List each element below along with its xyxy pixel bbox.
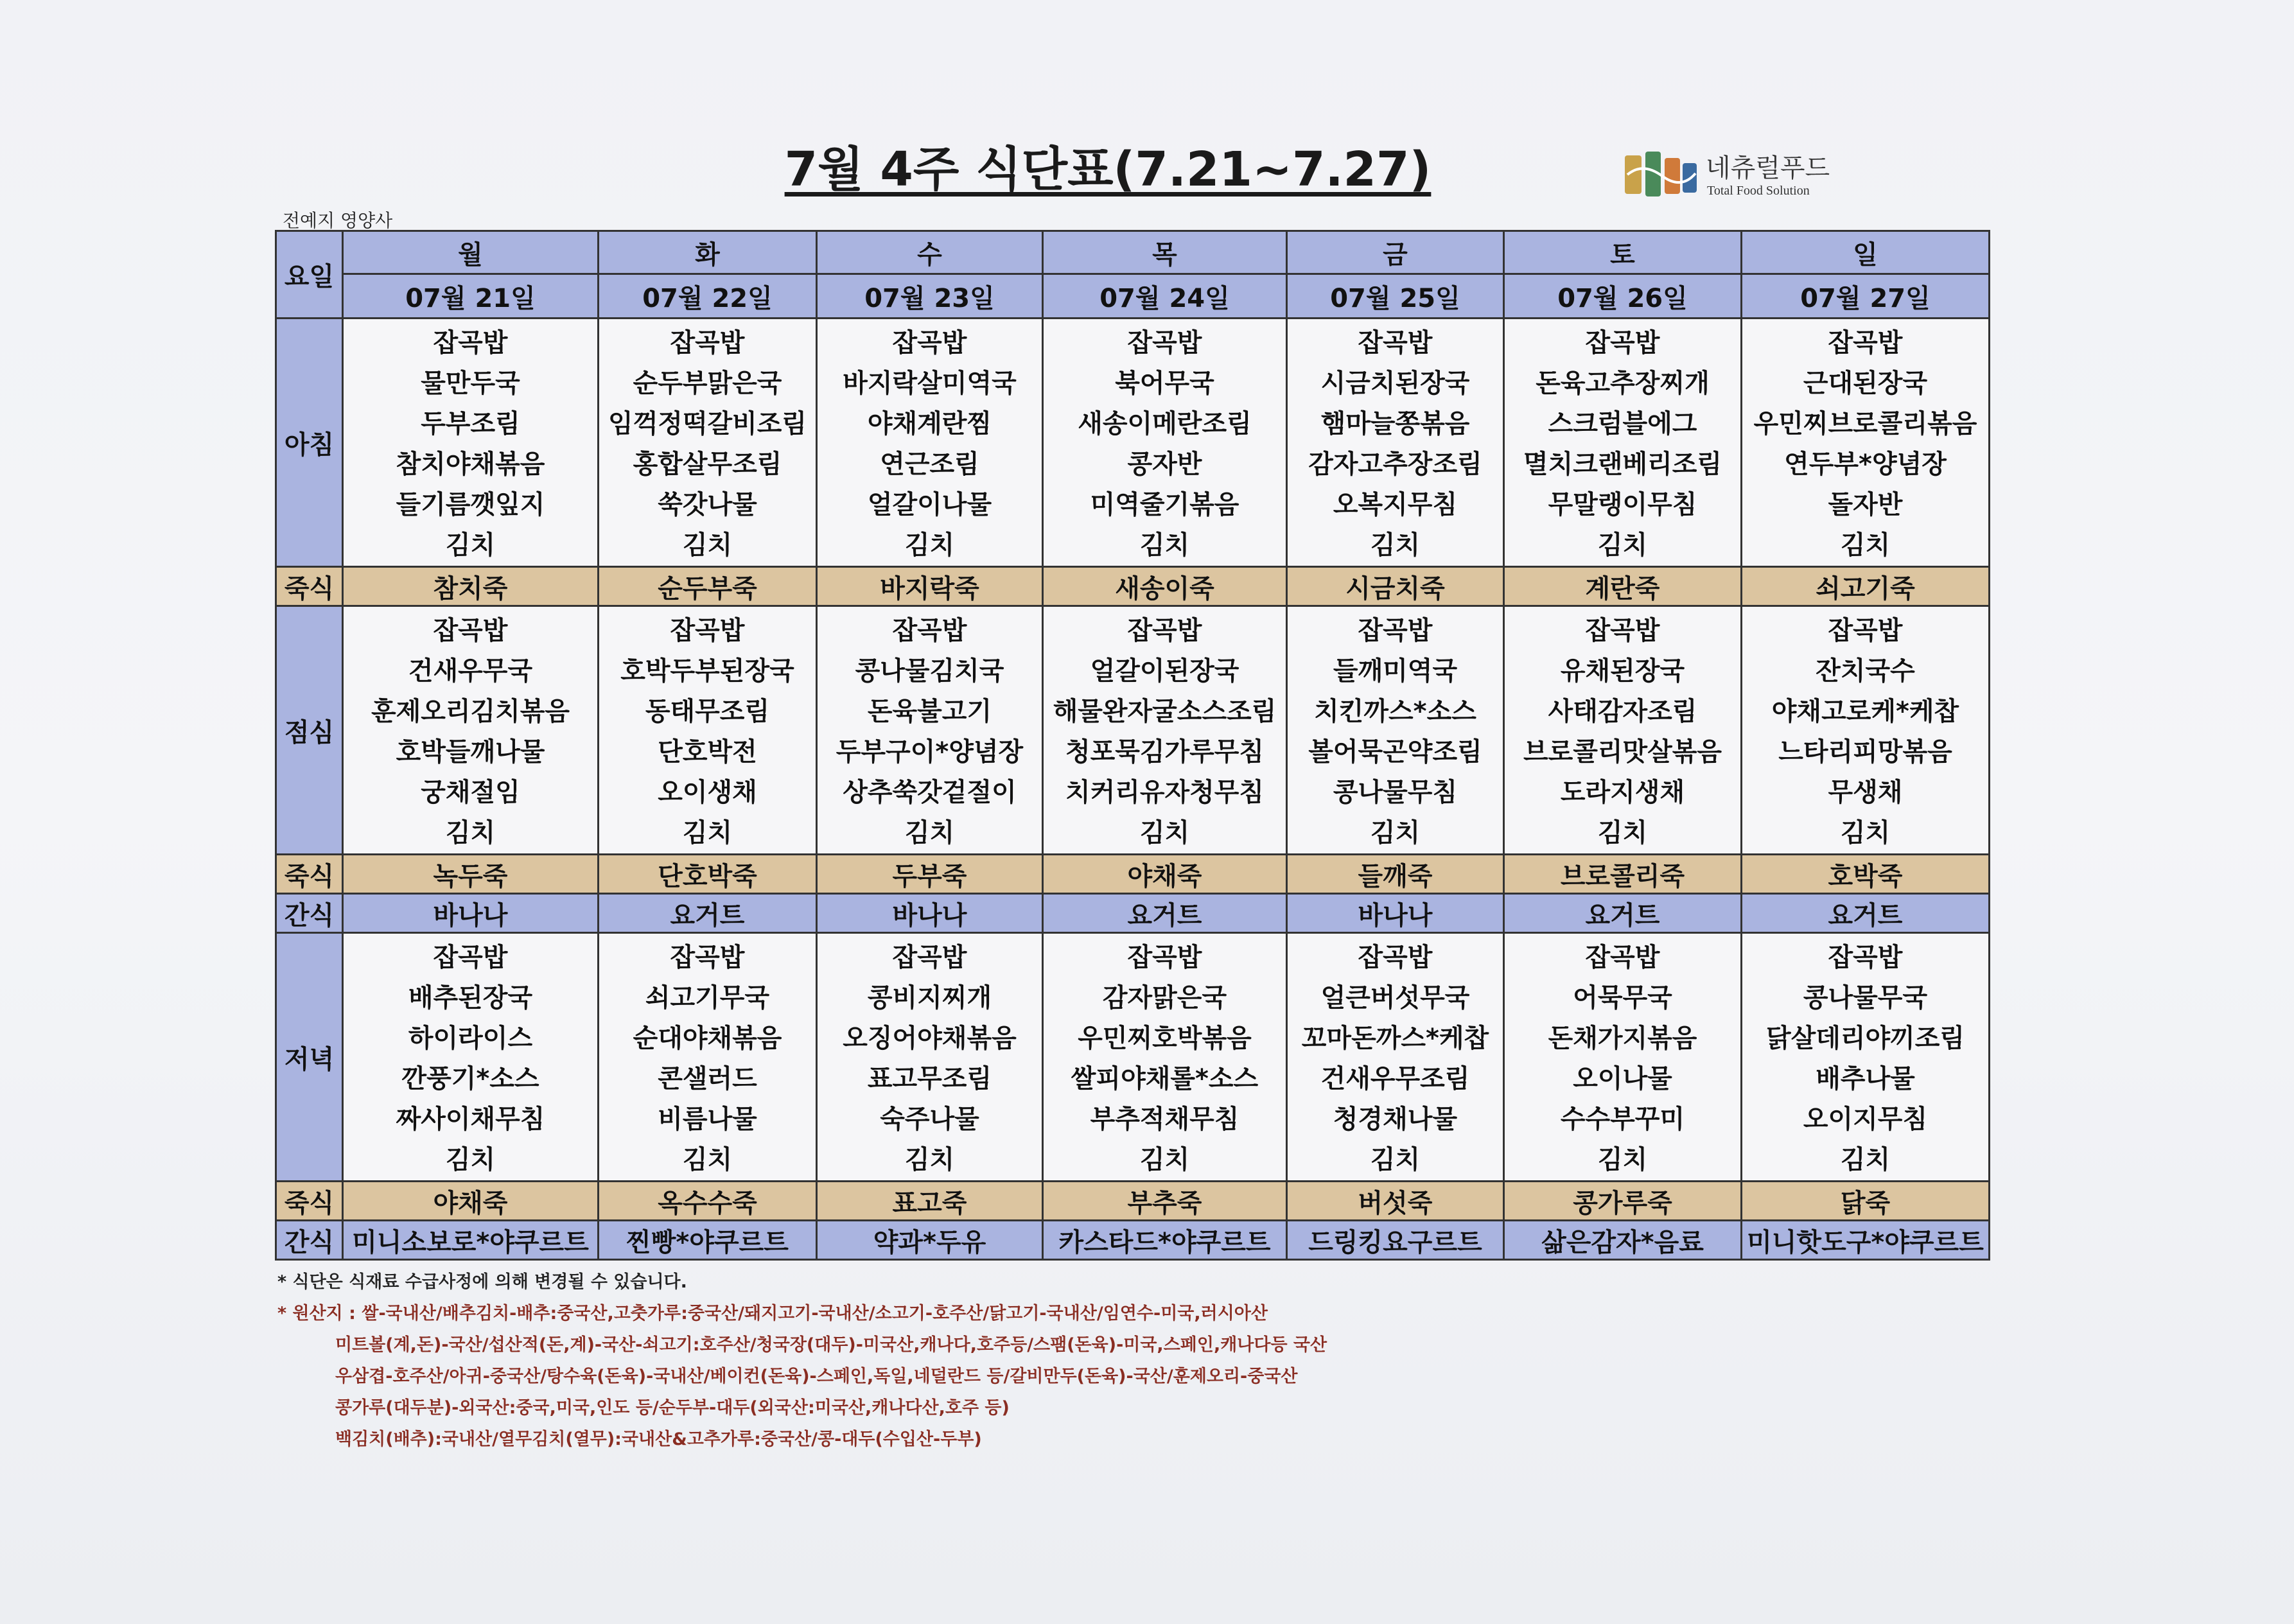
menu-item: 물만두국 bbox=[421, 369, 520, 398]
row-label: 점심 bbox=[276, 606, 343, 855]
juk-cell: 옥수수죽 bbox=[599, 1182, 817, 1221]
menu-item: 짜사이채무침 bbox=[396, 1104, 545, 1134]
menu-item: 순두부맑은국 bbox=[633, 369, 782, 398]
menu-item: 치커리유자청무침 bbox=[1065, 778, 1265, 807]
menu-cell bbox=[1504, 933, 1742, 1182]
juk-cell: 들깨죽 bbox=[1287, 855, 1504, 894]
menu-item: 잡곡밥 bbox=[892, 616, 967, 645]
menu-item: 김치 bbox=[445, 530, 496, 560]
menu-item: 콩나물김치국 bbox=[855, 656, 1004, 686]
meal-plan-table bbox=[275, 230, 1990, 1261]
menu-cell bbox=[817, 606, 1043, 855]
menu-item: 오복지무침 bbox=[1333, 490, 1458, 520]
menu-item: 잡곡밥 bbox=[892, 943, 967, 972]
snack-row bbox=[276, 1221, 1990, 1260]
menu-item: 잡곡밥 bbox=[1828, 328, 1903, 358]
row-label: 저녁 bbox=[276, 933, 343, 1182]
juk-cell: 닭죽 bbox=[1742, 1182, 1990, 1221]
menu-item: 우민찌브로콜리볶음 bbox=[1753, 409, 1977, 439]
menu-item: 콘샐러드 bbox=[658, 1064, 757, 1094]
menu-item: 해물완자굴소스조림 bbox=[1053, 697, 1277, 726]
menu-item: 표고무조림 bbox=[867, 1064, 992, 1094]
menu-item: 잡곡밥 bbox=[1585, 616, 1660, 645]
snack-cell: 찐빵*야쿠르트 bbox=[599, 1221, 817, 1260]
day-header-row bbox=[276, 231, 1990, 274]
menu-cell bbox=[1043, 933, 1287, 1182]
date-header: 07월 21일 bbox=[343, 274, 599, 319]
menu-cell bbox=[343, 319, 599, 567]
menu-item: 콩자반 bbox=[1127, 450, 1202, 479]
menu-cell bbox=[343, 606, 599, 855]
date-header: 07월 24일 bbox=[1043, 274, 1287, 319]
logo bbox=[1624, 146, 1893, 204]
snack-cell: 요거트 bbox=[1043, 894, 1287, 933]
juk-cell: 새송이죽 bbox=[1043, 567, 1287, 606]
juk-cell: 바지락죽 bbox=[817, 567, 1043, 606]
menu-item: 닭살데리야끼조림 bbox=[1765, 1024, 1965, 1053]
menu-item: 돌자반 bbox=[1828, 490, 1903, 520]
row-label: 죽식 bbox=[276, 567, 343, 606]
menu-item: 미역줄기볶음 bbox=[1090, 490, 1239, 520]
menu-item: 북어무국 bbox=[1115, 369, 1214, 398]
day-header: 화 bbox=[599, 231, 817, 274]
menu-item: 감자맑은국 bbox=[1102, 983, 1227, 1013]
day-header: 목 bbox=[1043, 231, 1287, 274]
menu-item: 잡곡밥 bbox=[670, 943, 745, 972]
menu-cell bbox=[1287, 933, 1504, 1182]
menu-item: 호박두부된장국 bbox=[620, 656, 794, 686]
menu-item: 들깨미역국 bbox=[1333, 656, 1458, 686]
juk-cell: 콩가루죽 bbox=[1504, 1182, 1742, 1221]
menu-item: 쌀피야채롤*소스 bbox=[1071, 1064, 1259, 1094]
juk-cell: 호박죽 bbox=[1742, 855, 1990, 894]
menu-item: 스크럼블에그 bbox=[1548, 409, 1697, 439]
menu-item: 무생채 bbox=[1828, 778, 1903, 807]
menu-item: 김치 bbox=[904, 530, 955, 560]
juk-cell: 참치죽 bbox=[343, 567, 599, 606]
menu-item: 돈채가지볶음 bbox=[1548, 1024, 1697, 1053]
menu-item: 김치 bbox=[1139, 530, 1190, 560]
menu-item: 연근조림 bbox=[880, 450, 979, 479]
menu-item: 김치 bbox=[904, 1145, 955, 1174]
menu-cell bbox=[1043, 606, 1287, 855]
menu-item: 무말랭이무침 bbox=[1548, 490, 1697, 520]
menu-item: 시금치된장국 bbox=[1320, 369, 1470, 398]
menu-cell bbox=[1504, 606, 1742, 855]
dietitian-name: 전예지 영양사 bbox=[283, 210, 393, 231]
menu-item: 청경채나물 bbox=[1333, 1104, 1458, 1134]
menu-item: 오이지무침 bbox=[1803, 1104, 1928, 1134]
menu-item: 햄마늘쫑볶음 bbox=[1320, 409, 1470, 439]
origin-line: 우삼겹-호주산/아귀-중국산/탕수육(돈육)-국내산/베이컨(돈육)-스페인,독일,네덜란드 등/갈비만두(돈육)-국산/훈제오리-중국산 bbox=[335, 1366, 1298, 1386]
juk-cell: 순두부죽 bbox=[599, 567, 817, 606]
menu-item: 잡곡밥 bbox=[1828, 616, 1903, 645]
menu-cell bbox=[817, 933, 1043, 1182]
menu-cell bbox=[1504, 319, 1742, 567]
menu-item: 잡곡밥 bbox=[1358, 616, 1433, 645]
menu-item: 우민찌호박볶음 bbox=[1078, 1024, 1252, 1053]
menu-item: 잡곡밥 bbox=[433, 943, 508, 972]
date-header: 07월 25일 bbox=[1287, 274, 1504, 319]
juk-cell: 야채죽 bbox=[1043, 855, 1287, 894]
menu-item: 부추적채무침 bbox=[1090, 1104, 1239, 1134]
menu-item: 볼어묵곤약조림 bbox=[1308, 737, 1482, 767]
menu-item: 잡곡밥 bbox=[1358, 328, 1433, 358]
menu-item: 홍합살무조림 bbox=[633, 450, 782, 479]
menu-item: 동태무조림 bbox=[645, 697, 770, 726]
menu-item: 새송이메란조림 bbox=[1078, 409, 1252, 439]
menu-item: 사태감자조림 bbox=[1548, 697, 1697, 726]
menu-item: 하이라이스 bbox=[408, 1024, 533, 1053]
menu-item: 쇠고기무국 bbox=[645, 983, 770, 1013]
menu-item: 야채계란찜 bbox=[867, 409, 992, 439]
snack-cell: 삶은감자*음료 bbox=[1504, 1221, 1742, 1260]
menu-item: 호박들깨나물 bbox=[396, 737, 545, 767]
company-name: 네츄럴푸드 bbox=[1706, 153, 1830, 183]
menu-item: 멸치크랜베리조림 bbox=[1523, 450, 1722, 479]
menu-item: 잡곡밥 bbox=[1358, 943, 1433, 972]
date-header: 07월 26일 bbox=[1504, 274, 1742, 319]
menu-item: 잡곡밥 bbox=[892, 328, 967, 358]
juk-cell: 브로콜리죽 bbox=[1504, 855, 1742, 894]
day-header: 토 bbox=[1504, 231, 1742, 274]
menu-item: 김치 bbox=[1139, 1145, 1190, 1174]
menu-item: 잡곡밥 bbox=[670, 616, 745, 645]
snack-cell: 바나나 bbox=[343, 894, 599, 933]
origin-line: 백김치(배추):국내산/열무김치(열무):국내산&고추가루:중국산/콩-대두(수입산-두부) bbox=[335, 1429, 982, 1449]
snack-cell: 요거트 bbox=[1504, 894, 1742, 933]
menu-item: 김치 bbox=[1370, 1145, 1421, 1174]
menu-item: 깐풍기*소스 bbox=[401, 1064, 539, 1094]
menu-item: 야채고로케*케찹 bbox=[1771, 697, 1959, 726]
menu-item: 꼬마돈까스*케찹 bbox=[1301, 1024, 1489, 1053]
snack-cell: 드링킹요구르트 bbox=[1287, 1221, 1504, 1260]
menu-item: 김치 bbox=[682, 530, 733, 560]
juk-cell: 계란죽 bbox=[1504, 567, 1742, 606]
date-header-row bbox=[276, 274, 1990, 319]
menu-item: 김치 bbox=[1597, 818, 1648, 848]
menu-item: 들기름깻잎지 bbox=[396, 490, 545, 520]
menu-item: 도라지생채 bbox=[1560, 778, 1685, 807]
menu-item: 근대된장국 bbox=[1803, 369, 1928, 398]
menu-item: 상추쑥갓겉절이 bbox=[843, 778, 1017, 807]
menu-item: 잔치국수 bbox=[1816, 656, 1915, 686]
snack-cell: 미니핫도구*야쿠르트 bbox=[1742, 1221, 1990, 1260]
day-header: 수 bbox=[817, 231, 1043, 274]
menu-item: 청포묵김가루무침 bbox=[1065, 737, 1265, 767]
juk-row bbox=[276, 567, 1990, 606]
menu-cell bbox=[343, 933, 599, 1182]
menu-item: 건새우무국 bbox=[408, 656, 533, 686]
menu-cell bbox=[1742, 319, 1990, 567]
menu-item: 단호박전 bbox=[658, 737, 757, 767]
menu-item: 김치 bbox=[904, 818, 955, 848]
snack-row bbox=[276, 894, 1990, 933]
menu-item: 건새우무조림 bbox=[1320, 1064, 1470, 1094]
menu-item: 오이생채 bbox=[658, 778, 757, 807]
meal-row bbox=[276, 319, 1990, 567]
juk-row bbox=[276, 855, 1990, 894]
snack-cell: 미니소보로*야쿠르트 bbox=[343, 1221, 599, 1260]
menu-item: 훈제오리김치볶음 bbox=[371, 697, 570, 726]
menu-item: 김치 bbox=[1597, 530, 1648, 560]
day-header: 일 bbox=[1742, 231, 1990, 274]
menu-item: 참치야채볶음 bbox=[396, 450, 545, 479]
menu-item: 잡곡밥 bbox=[1585, 328, 1660, 358]
menu-item: 바지락살미역국 bbox=[843, 369, 1017, 398]
notes bbox=[277, 1266, 1327, 1455]
juk-row bbox=[276, 1182, 1990, 1221]
menu-item: 브로콜리맛살볶음 bbox=[1523, 737, 1722, 767]
juk-cell: 표고죽 bbox=[817, 1182, 1043, 1221]
menu-item: 콩나물무침 bbox=[1333, 778, 1458, 807]
menu-cell bbox=[1043, 319, 1287, 567]
menu-item: 잡곡밥 bbox=[1127, 616, 1202, 645]
menu-cell bbox=[1287, 319, 1504, 567]
snack-cell: 바나나 bbox=[817, 894, 1043, 933]
company-logo-mark-icon bbox=[1624, 149, 1699, 202]
page-title: 7월 4주 식단표(7.21~7.27) bbox=[784, 142, 1432, 197]
menu-item: 잡곡밥 bbox=[1585, 943, 1660, 972]
menu-item: 김치 bbox=[1840, 818, 1891, 848]
menu-cell bbox=[1742, 606, 1990, 855]
menu-item: 김치 bbox=[1840, 1145, 1891, 1174]
row-label: 아침 bbox=[276, 319, 343, 567]
juk-cell: 녹두죽 bbox=[343, 855, 599, 894]
menu-item: 비름나물 bbox=[658, 1104, 757, 1134]
menu-item: 순대야채볶음 bbox=[633, 1024, 782, 1053]
menu-item: 잡곡밥 bbox=[1127, 328, 1202, 358]
menu-item: 김치 bbox=[682, 818, 733, 848]
menu-item: 유채된장국 bbox=[1560, 656, 1685, 686]
menu-item: 얼갈이나물 bbox=[867, 490, 992, 520]
menu-item: 궁채절임 bbox=[421, 778, 520, 807]
menu-item: 연두부*양념장 bbox=[1784, 450, 1947, 479]
menu-item: 돈육고추장찌개 bbox=[1536, 369, 1710, 398]
menu-item: 잡곡밥 bbox=[670, 328, 745, 358]
menu-item: 오이나물 bbox=[1573, 1064, 1672, 1094]
menu-item: 김치 bbox=[1597, 1145, 1648, 1174]
snack-cell: 카스타드*야쿠르트 bbox=[1043, 1221, 1287, 1260]
menu-item: 김치 bbox=[445, 1145, 496, 1174]
origin-line: 미트볼(계,돈)-국산/섭산적(돈,계)-국산-쇠고기:호주산/청국장(대두)-미국산,캐나다,호주등/스팸(돈육)-미국,스페인,캐나다등 국산 bbox=[335, 1335, 1327, 1355]
day-header: 금 bbox=[1287, 231, 1504, 274]
row-label: 간식 bbox=[276, 1221, 343, 1260]
menu-item: 수수부꾸미 bbox=[1560, 1104, 1685, 1134]
origin-line: 콩가루(대두분)-외국산:중국,미국,인도 등/순두부-대두(외국산:미국산,캐나다산,호주 등) bbox=[335, 1398, 1010, 1418]
menu-item: 김치 bbox=[445, 818, 496, 848]
menu-item: 김치 bbox=[1139, 818, 1190, 848]
origin-line: * 원산지 : 쌀-국내산/배추김치-배추:중국산,고춧가루:중국산/돼지고기-국내산/소고기-호주산/닭고기-국내산/임연수-미국,러시아산 bbox=[277, 1304, 1268, 1323]
day-header: 월 bbox=[343, 231, 599, 274]
date-header: 07월 27일 bbox=[1742, 274, 1990, 319]
menu-item: 치킨까스*소스 bbox=[1314, 697, 1476, 726]
menu-item: 잡곡밥 bbox=[1127, 943, 1202, 972]
corner-label: 요일 bbox=[276, 231, 343, 319]
menu-item: 잡곡밥 bbox=[433, 616, 508, 645]
snack-cell: 약과*두유 bbox=[817, 1221, 1043, 1260]
menu-item: 두부조림 bbox=[421, 409, 520, 439]
row-label: 간식 bbox=[276, 894, 343, 933]
snack-cell: 요거트 bbox=[599, 894, 817, 933]
menu-item: 임꺽정떡갈비조림 bbox=[608, 409, 807, 439]
change-notice: * 식단은 식재료 수급사정에 의해 변경될 수 있습니다. bbox=[277, 1272, 687, 1292]
date-header: 07월 22일 bbox=[599, 274, 817, 319]
snack-cell: 요거트 bbox=[1742, 894, 1990, 933]
meal-row bbox=[276, 606, 1990, 855]
menu-item: 숙주나물 bbox=[880, 1104, 979, 1134]
menu-item: 감자고추장조림 bbox=[1308, 450, 1482, 479]
menu-item: 김치 bbox=[1840, 530, 1891, 560]
row-label: 죽식 bbox=[276, 855, 343, 894]
menu-item: 얼큰버섯무국 bbox=[1320, 983, 1470, 1013]
menu-item: 콩비지찌개 bbox=[867, 983, 992, 1013]
menu-item: 어묵무국 bbox=[1573, 983, 1672, 1013]
menu-cell bbox=[1287, 606, 1504, 855]
menu-cell bbox=[1742, 933, 1990, 1182]
menu-item: 잡곡밥 bbox=[1828, 943, 1903, 972]
menu-cell bbox=[817, 319, 1043, 567]
row-label: 죽식 bbox=[276, 1182, 343, 1221]
menu-item: 얼갈이된장국 bbox=[1090, 656, 1239, 686]
menu-item: 김치 bbox=[1370, 530, 1421, 560]
menu-item: 잡곡밥 bbox=[433, 328, 508, 358]
company-tagline: Total Food Solution bbox=[1707, 184, 1810, 198]
meal-row bbox=[276, 933, 1990, 1182]
menu-cell bbox=[599, 319, 817, 567]
menu-item: 돈육불고기 bbox=[867, 697, 992, 726]
date-header: 07월 23일 bbox=[817, 274, 1043, 319]
menu-cell bbox=[599, 606, 817, 855]
juk-cell: 버섯죽 bbox=[1287, 1182, 1504, 1221]
menu-item: 두부구이*양념장 bbox=[836, 737, 1024, 767]
juk-cell: 두부죽 bbox=[817, 855, 1043, 894]
menu-item: 김치 bbox=[1370, 818, 1421, 848]
menu-item: 콩나물무국 bbox=[1803, 983, 1928, 1013]
juk-cell: 단호박죽 bbox=[599, 855, 817, 894]
menu-cell bbox=[599, 933, 817, 1182]
juk-cell: 야채죽 bbox=[343, 1182, 599, 1221]
juk-cell: 부추죽 bbox=[1043, 1182, 1287, 1221]
menu-item: 쑥갓나물 bbox=[658, 490, 757, 520]
menu-item: 느타리피망볶음 bbox=[1778, 737, 1952, 767]
juk-cell: 쇠고기죽 bbox=[1742, 567, 1990, 606]
menu-item: 김치 bbox=[682, 1145, 733, 1174]
menu-item: 배추된장국 bbox=[408, 983, 533, 1013]
snack-cell: 바나나 bbox=[1287, 894, 1504, 933]
menu-item: 오징어야채볶음 bbox=[843, 1024, 1017, 1053]
menu-item: 배추나물 bbox=[1816, 1064, 1915, 1094]
juk-cell: 시금치죽 bbox=[1287, 567, 1504, 606]
